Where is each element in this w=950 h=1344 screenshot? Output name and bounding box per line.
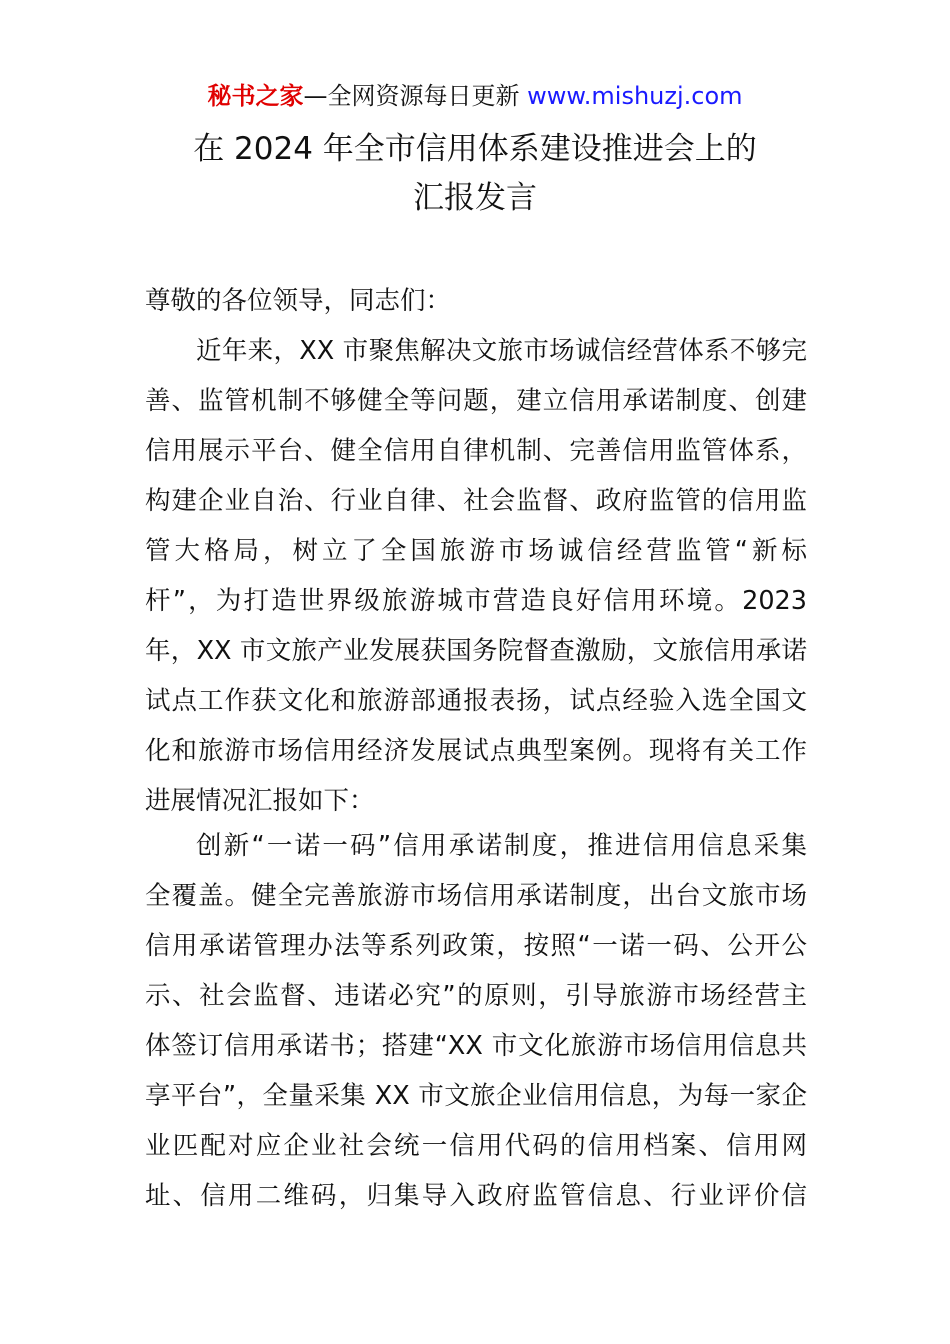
paragraph-line: 善、监管机制不够健全等问题，建立信用承诺制度、创建 (145, 386, 807, 416)
paragraph-line: 构建企业自治、行业自律、社会监督、政府监管的信用监 (145, 486, 807, 516)
brand-name: 秘书之家 (207, 82, 304, 110)
paragraph-line: 近年来，XX 市聚焦解决文旅市场诚信经营体系不够完 (196, 336, 807, 366)
paragraph-line: 信用承诺管理办法等系列政策，按照“一诺一码、公开公 (145, 931, 807, 961)
paragraph-line: 业匹配对应企业社会统一信用代码的信用档案、信用网 (145, 1131, 807, 1161)
paragraph-line: 创新“一诺一码”信用承诺制度，推进信用信息采集 (196, 831, 807, 861)
header-tagline: —全网资源每日更新 (303, 82, 520, 110)
paragraph-line: 管大格局，树立了全国旅游市场诚信经营监管“新标 (145, 536, 807, 566)
paragraph-line: 址、信用二维码，归集导入政府监管信息、行业评价信 (145, 1181, 807, 1211)
paragraph-line: 全覆盖。健全完善旅游市场信用承诺制度，出台文旅市场 (145, 881, 807, 911)
paragraph-2 (145, 821, 807, 1221)
paragraph-line: 进展情况汇报如下： (145, 786, 375, 816)
paragraph-line: 享平台”，全量采集 XX 市文旅企业信用信息，为每一家企 (145, 1081, 807, 1111)
salutation (145, 276, 807, 326)
paragraph-line: 年，XX 市文旅产业发展获国务院督查激励，文旅信用承诺 (145, 636, 807, 666)
site-header (0, 80, 950, 112)
salutation-text: 尊敬的各位领导，同志们： (145, 286, 452, 316)
site-url-link[interactable]: www.mishuzj.com (519, 82, 743, 110)
document-title-line-2: 汇报发言 (413, 180, 537, 216)
paragraph-1 (145, 326, 807, 826)
paragraph-line: 体签订信用承诺书；搭建“XX 市文化旅游市场信用信息共 (145, 1031, 807, 1061)
paragraph-line: 杆”，为打造世界级旅游城市营造良好信用环境。2023 (145, 586, 807, 616)
paragraph-line: 试点工作获文化和旅游部通报表扬，试点经验入选全国文 (145, 686, 807, 716)
paragraph-line: 示、社会监督、违诺必究”的原则，引导旅游市场经营主 (145, 981, 807, 1011)
paragraph-line: 化和旅游市场信用经济发展试点典型案例。现将有关工作 (145, 736, 807, 766)
paragraph-line: 信用展示平台、健全信用自律机制、完善信用监管体系， (145, 436, 807, 466)
document-title-line-1: 在 2024 年全市信用体系建设推进会上的 (193, 131, 757, 167)
